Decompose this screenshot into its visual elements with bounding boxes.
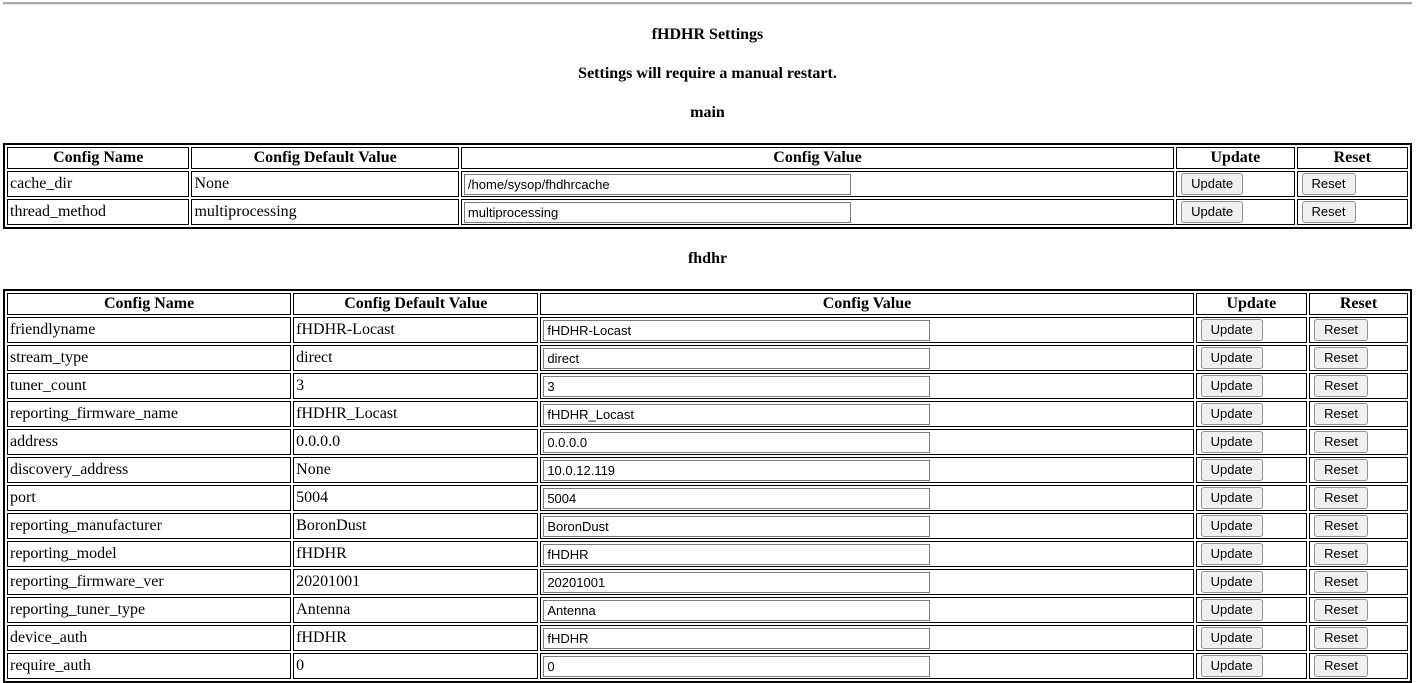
config-value-input[interactable]	[543, 320, 930, 341]
config-name-cell: reporting_firmware_ver	[7, 569, 291, 595]
reset-cell	[1309, 597, 1408, 623]
column-header-update: Update	[1176, 147, 1294, 169]
table-header-row	[7, 293, 1408, 315]
reset-button[interactable]: Reset	[1314, 599, 1368, 621]
column-header-config-value: Config Value	[540, 293, 1193, 315]
reset-button[interactable]: Reset	[1302, 201, 1356, 223]
config-row	[7, 457, 1408, 483]
config-value-input[interactable]	[543, 572, 930, 593]
update-button[interactable]: Update	[1201, 431, 1263, 453]
config-value-input[interactable]	[543, 488, 930, 509]
config-default-value-cell: BoronDust	[293, 513, 538, 539]
config-name-cell: friendlyname	[7, 317, 291, 343]
reset-cell	[1297, 171, 1408, 197]
config-value-cell	[540, 625, 1193, 651]
config-default-value-cell: Antenna	[293, 597, 538, 623]
update-cell	[1196, 597, 1307, 623]
page-title: fHDHR Settings	[651, 26, 764, 43]
config-value-cell	[540, 317, 1193, 343]
config-default-value-cell: 20201001	[293, 569, 538, 595]
update-cell	[1196, 457, 1307, 483]
restart-notice: Settings will require a manual restart.	[578, 65, 837, 82]
reset-cell	[1297, 199, 1408, 225]
config-name-cell: reporting_manufacturer	[7, 513, 291, 539]
update-cell	[1196, 569, 1307, 595]
config-row	[7, 345, 1408, 371]
config-name-cell: reporting_tuner_type	[7, 597, 291, 623]
update-cell	[1196, 653, 1307, 679]
reset-button[interactable]: Reset	[1302, 173, 1356, 195]
config-default-value-cell: multiprocessing	[191, 199, 458, 225]
config-name-cell: require_auth	[7, 653, 291, 679]
config-value-cell	[540, 541, 1193, 567]
reset-cell	[1309, 457, 1408, 483]
column-header-config-name: Config Name	[7, 147, 189, 169]
reset-button[interactable]: Reset	[1314, 319, 1368, 341]
config-value-input[interactable]	[543, 460, 930, 481]
update-button[interactable]: Update	[1201, 655, 1263, 677]
config-row	[7, 171, 1408, 197]
config-row	[7, 541, 1408, 567]
update-cell	[1196, 485, 1307, 511]
config-name-cell: discovery_address	[7, 457, 291, 483]
update-button[interactable]: Update	[1181, 173, 1243, 195]
update-button[interactable]: Update	[1201, 487, 1263, 509]
update-button[interactable]: Update	[1201, 319, 1263, 341]
config-row	[7, 569, 1408, 595]
config-default-value-cell: fHDHR	[293, 625, 538, 651]
config-value-input[interactable]	[543, 656, 930, 677]
update-cell	[1196, 625, 1307, 651]
reset-button[interactable]: Reset	[1314, 403, 1368, 425]
config-row	[7, 429, 1408, 455]
update-button[interactable]: Update	[1201, 515, 1263, 537]
config-name-cell: tuner_count	[7, 373, 291, 399]
reset-cell	[1309, 429, 1408, 455]
config-row	[7, 401, 1408, 427]
update-cell	[1176, 171, 1294, 197]
config-value-input[interactable]	[543, 544, 930, 565]
reset-cell	[1309, 653, 1408, 679]
column-header-config-name: Config Name	[7, 293, 291, 315]
reset-cell	[1309, 625, 1408, 651]
config-value-input[interactable]	[543, 628, 930, 649]
config-table-fhdhr	[3, 289, 1412, 683]
config-name-cell: port	[7, 485, 291, 511]
config-value-cell	[540, 373, 1193, 399]
config-value-cell	[540, 653, 1193, 679]
reset-button[interactable]: Reset	[1314, 459, 1368, 481]
config-value-input[interactable]	[464, 202, 851, 223]
update-cell	[1176, 199, 1294, 225]
update-cell	[1196, 345, 1307, 371]
reset-cell	[1309, 373, 1408, 399]
config-value-input[interactable]	[543, 376, 930, 397]
config-row	[7, 373, 1408, 399]
update-button[interactable]: Update	[1181, 201, 1243, 223]
config-default-value-cell: 3	[293, 373, 538, 399]
reset-cell	[1309, 317, 1408, 343]
table-header-row	[7, 147, 1408, 169]
config-default-value-cell: None	[293, 457, 538, 483]
reset-button[interactable]: Reset	[1314, 515, 1368, 537]
config-value-cell	[540, 401, 1193, 427]
config-value-cell	[540, 485, 1193, 511]
config-table-main	[3, 143, 1412, 229]
reset-button[interactable]: Reset	[1314, 655, 1368, 677]
config-value-input[interactable]	[543, 348, 930, 369]
config-row	[7, 597, 1408, 623]
reset-button[interactable]: Reset	[1314, 347, 1368, 369]
config-row	[7, 199, 1408, 225]
reset-button[interactable]: Reset	[1314, 431, 1368, 453]
update-cell	[1196, 317, 1307, 343]
config-value-input[interactable]	[543, 404, 930, 425]
config-value-cell	[540, 513, 1193, 539]
config-row	[7, 317, 1408, 343]
reset-cell	[1309, 541, 1408, 567]
update-cell	[1196, 429, 1307, 455]
reset-button[interactable]: Reset	[1314, 375, 1368, 397]
config-name-cell: cache_dir	[7, 171, 189, 197]
config-default-value-cell: 5004	[293, 485, 538, 511]
config-default-value-cell: fHDHR	[293, 541, 538, 567]
config-name-cell: reporting_model	[7, 541, 291, 567]
config-value-cell	[540, 457, 1193, 483]
config-name-cell: thread_method	[7, 199, 189, 225]
update-button[interactable]: Update	[1201, 375, 1263, 397]
config-name-cell: reporting_firmware_name	[7, 401, 291, 427]
top-horizontal-rule	[3, 2, 1412, 5]
update-button[interactable]: Update	[1201, 347, 1263, 369]
config-value-input[interactable]	[464, 174, 851, 195]
config-default-value-cell: fHDHR-Locast	[293, 317, 538, 343]
reset-button[interactable]: Reset	[1314, 487, 1368, 509]
config-row	[7, 625, 1408, 651]
config-value-input[interactable]	[543, 432, 930, 453]
config-default-value-cell: 0.0.0.0	[293, 429, 538, 455]
section-heading-fhdhr: fhdhr	[687, 250, 728, 267]
config-value-input[interactable]	[543, 516, 930, 537]
config-name-cell: stream_type	[7, 345, 291, 371]
update-button[interactable]: Update	[1201, 571, 1263, 593]
section-heading-main: main	[690, 104, 725, 121]
config-name-cell: address	[7, 429, 291, 455]
update-cell	[1196, 541, 1307, 567]
reset-cell	[1309, 513, 1408, 539]
reset-cell	[1309, 485, 1408, 511]
config-value-cell	[461, 171, 1174, 197]
config-row	[7, 513, 1408, 539]
reset-cell	[1309, 401, 1408, 427]
config-value-cell	[540, 597, 1193, 623]
update-button[interactable]: Update	[1201, 543, 1263, 565]
update-cell	[1196, 513, 1307, 539]
config-name-cell: device_auth	[7, 625, 291, 651]
config-default-value-cell: None	[191, 171, 458, 197]
update-button[interactable]: Update	[1201, 627, 1263, 649]
config-default-value-cell: 0	[293, 653, 538, 679]
update-button[interactable]: Update	[1201, 403, 1263, 425]
config-row	[7, 485, 1408, 511]
update-cell	[1196, 401, 1307, 427]
config-value-cell	[461, 199, 1174, 225]
reset-button[interactable]: Reset	[1314, 627, 1368, 649]
column-header-update: Update	[1196, 293, 1307, 315]
config-default-value-cell: fHDHR_Locast	[293, 401, 538, 427]
config-value-cell	[540, 429, 1193, 455]
reset-button[interactable]: Reset	[1314, 571, 1368, 593]
reset-button[interactable]: Reset	[1314, 543, 1368, 565]
config-value-cell	[540, 345, 1193, 371]
config-value-cell	[540, 569, 1193, 595]
reset-cell	[1309, 345, 1408, 371]
column-header-default-value: Config Default Value	[191, 147, 458, 169]
update-cell	[1196, 373, 1307, 399]
column-header-default-value: Config Default Value	[293, 293, 538, 315]
config-default-value-cell: direct	[293, 345, 538, 371]
update-button[interactable]: Update	[1201, 459, 1263, 481]
config-row	[7, 653, 1408, 679]
config-value-input[interactable]	[543, 600, 930, 621]
column-header-reset: Reset	[1309, 293, 1408, 315]
column-header-config-value: Config Value	[461, 147, 1174, 169]
reset-cell	[1309, 569, 1408, 595]
update-button[interactable]: Update	[1201, 599, 1263, 621]
column-header-reset: Reset	[1297, 147, 1408, 169]
